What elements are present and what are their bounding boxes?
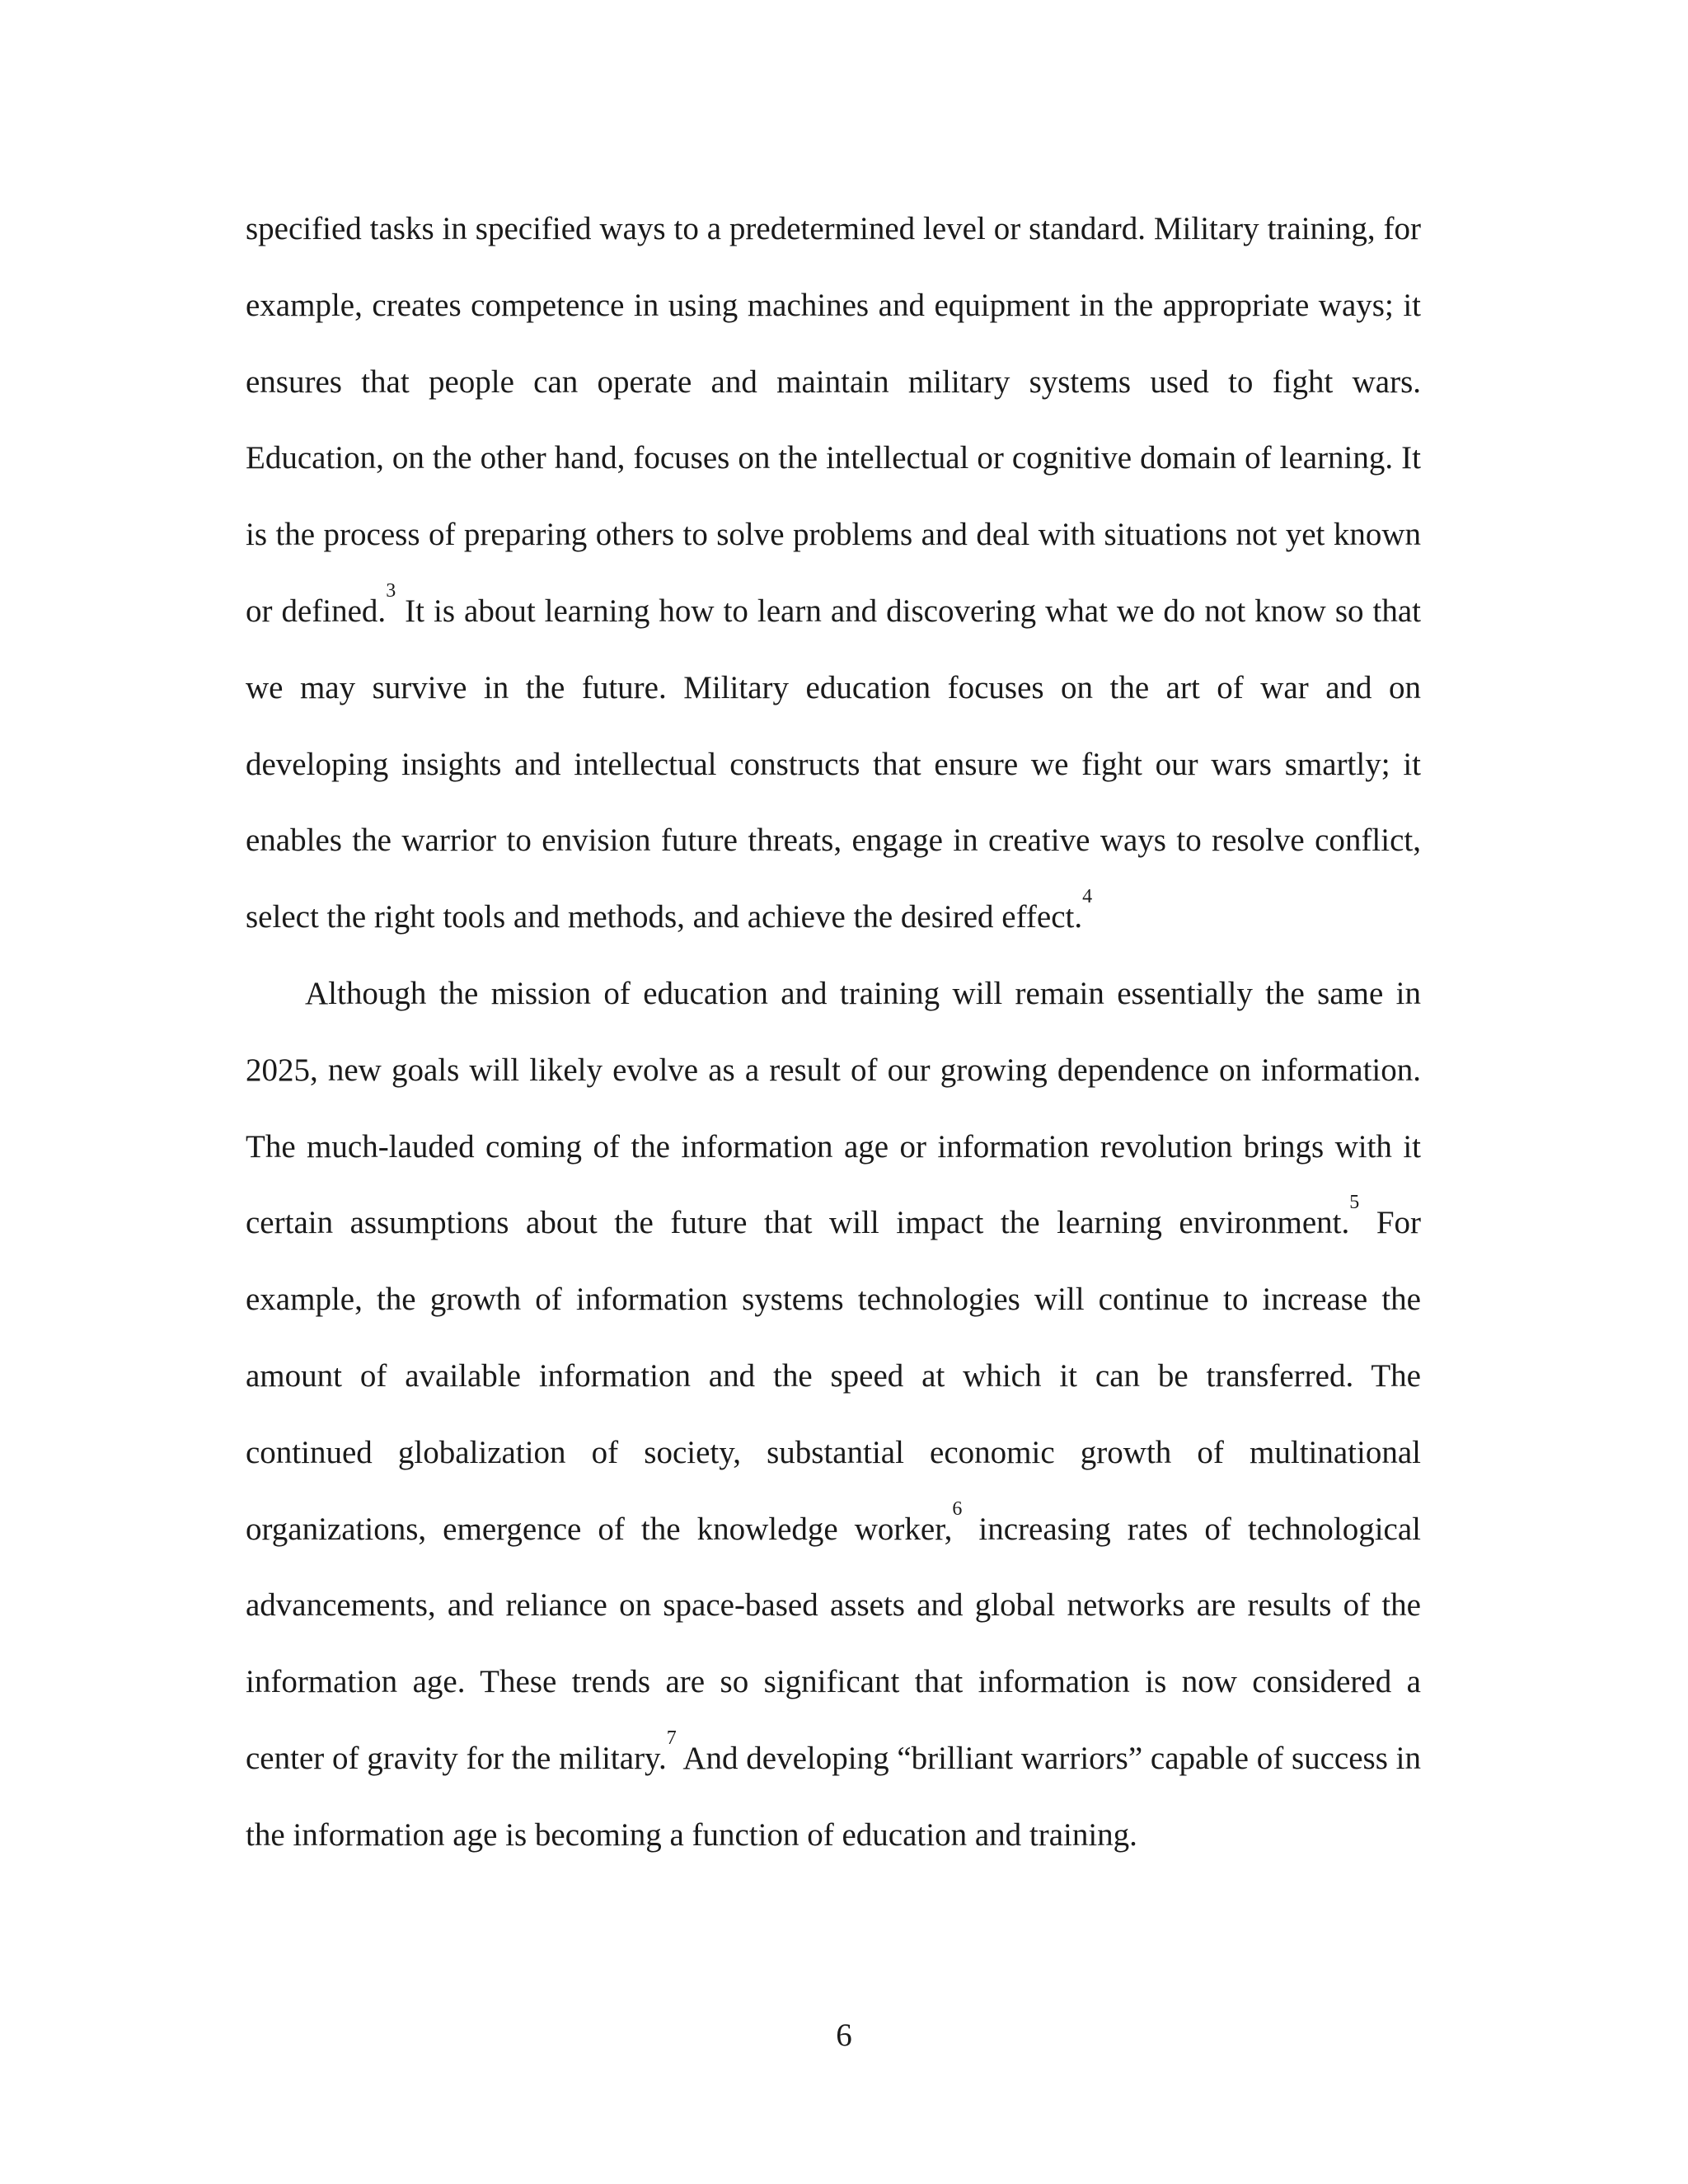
paragraph bbox=[246, 956, 1421, 1874]
footnote-marker[interactable]: 3 bbox=[386, 579, 396, 602]
footnote-marker[interactable]: 7 bbox=[666, 1727, 677, 1749]
text-segment: And developing “brilliant warriors” capable of success in the information age is becoming a function of education and training. bbox=[246, 1740, 1421, 1853]
text-segment: increasing rates of technological advancements, and reliance on space-based assets and global networks are results of the information age. These trends are so significant that information is now considered a center of gravity for the military. bbox=[246, 1511, 1421, 1776]
text-segment: specified tasks in specified ways to a predetermined level or standard. Military training, for example, creates competence in using machines and equipment in the appropriate ways; it ensures that people can operate and maintain military systems used to fight wars. Education, on the other hand, focuses on the intellectual or cognitive domain of learning. It is the process of preparing others to solve problems and deal with situations not yet known or defined. bbox=[246, 211, 1421, 629]
text-segment: It is about learning how to learn and discovering what we do not know so that we may survive in the future. Military education focuses on the art of war and on developing insights and intellectual constructs that ensure we fight our wars smartly; it enables the warrior to envision future threats, engage in creative ways to resolve conflict, select the right tools and methods, and achieve the desired effect. bbox=[246, 593, 1421, 935]
text-segment: For example, the growth of information systems technologies will continue to increase the amount of available information and the speed at which it can be transferred. The continued globalization of society, substantial economic growth of multinational organizations, emergence of the knowledge worker, bbox=[246, 1205, 1421, 1547]
body-text bbox=[246, 191, 1421, 1874]
page-number: 6 bbox=[836, 2018, 852, 2053]
footnote-marker[interactable]: 4 bbox=[1082, 886, 1093, 908]
footnote-marker[interactable]: 6 bbox=[952, 1497, 963, 1520]
footnote-marker[interactable]: 5 bbox=[1349, 1192, 1360, 1214]
paragraph bbox=[246, 191, 1421, 956]
text-segment: Although the mission of education and training will remain essentially the same in 2025, new goals will likely evolve as a result of our growing dependence on information. The much-lauded coming of the information age or information revolution brings with it certain assumptions about the future that will impact the learning environment. bbox=[246, 975, 1421, 1241]
